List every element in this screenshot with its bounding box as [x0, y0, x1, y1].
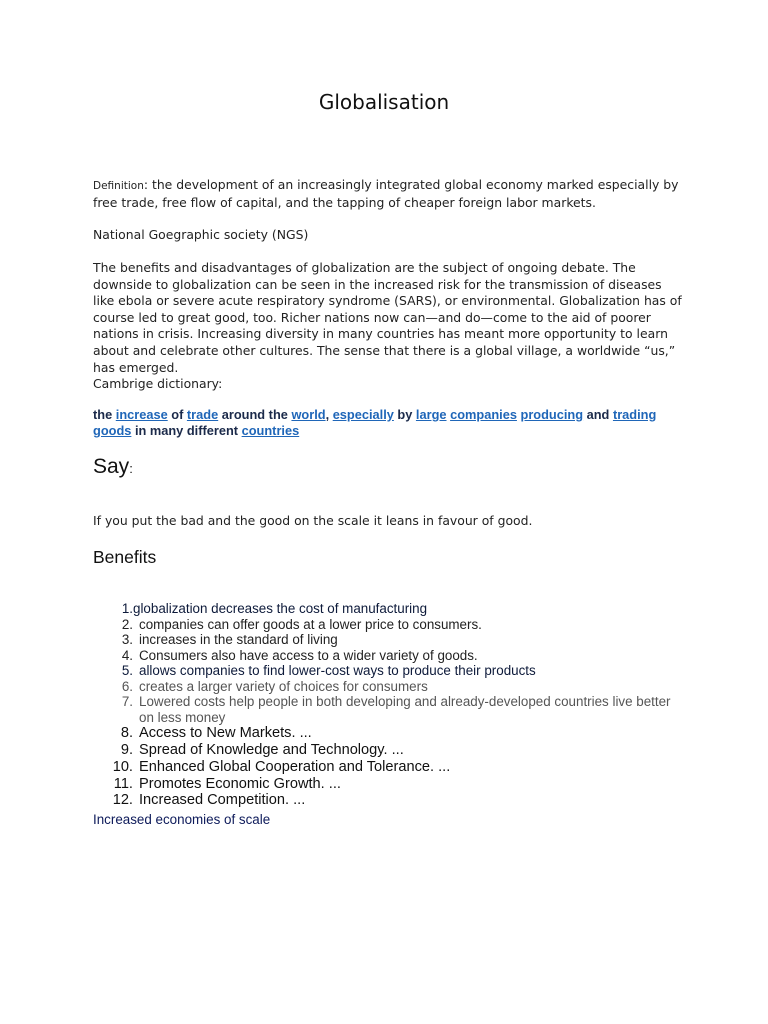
say-heading	[93, 455, 133, 479]
cambridge-text: the	[93, 407, 116, 422]
list-text: Consumers also have access to a wider variety of goods.	[139, 647, 478, 663]
list-item	[93, 617, 693, 633]
list-item	[93, 679, 693, 694]
definition-paragraph	[93, 177, 683, 211]
link-countries[interactable]: countries	[241, 422, 300, 438]
list-number: 1.	[121, 601, 133, 616]
say-paragraph: If you put the bad and the good on the scale it leans in favour of good.	[93, 513, 533, 528]
cambridge-text: and	[583, 407, 613, 422]
cambridge-text: by	[393, 407, 416, 422]
list-text: Access to New Markets. ...	[139, 725, 312, 742]
cambridge-definition	[93, 407, 683, 438]
list-number: 3.	[121, 632, 133, 648]
list-text: Spread of Knowledge and Technology. ...	[139, 741, 404, 758]
say-heading-text: Say	[93, 455, 130, 478]
link-especially[interactable]: especially	[332, 407, 394, 422]
list-text: globalization decreases the cost of manufacturing	[133, 601, 428, 616]
say-colon: :	[129, 461, 133, 476]
list-text: Enhanced Global Cooperation and Tolerance. ...	[139, 758, 451, 775]
list-item	[93, 648, 693, 664]
link-producing[interactable]: producing	[520, 407, 584, 422]
cambridge-text: in many different	[131, 422, 242, 438]
list-number: 11.	[113, 775, 133, 792]
list-item	[93, 742, 693, 759]
cambridge-source: Cambrige dictionary:	[93, 376, 223, 391]
list-number: 10.	[112, 758, 133, 775]
list-text: companies can offer goods at a lower price to consumers.	[139, 616, 482, 632]
definition-label: Definition	[93, 180, 144, 192]
list-item	[93, 694, 693, 725]
ngs-paragraph: The benefits and disadvantages of globalization are the subject of ongoing debate. The downside to globalization can be seen in the increased risk for the transmission of diseases like ebola or severe acute respiratory syndrome (SARS), or environmental. Globalization has of course led to great good, too. Richer nations now can—and do—come to the aid of poorer nations in crisis. Increasing diversity in many countries has meant more opportunity to learn about and celebrate other cultures. The sense that there is a global village, a worldwide “us,” has emerged.	[93, 260, 682, 375]
definition-text: : the development of an increasingly integrated global economy marked especially by free trade, free flow of capital, and the tapping of cheaper foreign labor markets.	[93, 177, 679, 210]
benefits-list	[93, 601, 693, 809]
list-item	[93, 632, 693, 648]
link-goods[interactable]: goods	[93, 422, 132, 438]
cambridge-text: around the	[218, 407, 292, 422]
page-title: Globalisation	[318, 90, 450, 114]
link-companies[interactable]: companies	[450, 407, 517, 422]
list-text: Lowered costs help people in both developing and already-developed countries live better on less money	[139, 694, 671, 725]
ngs-source: National Goegraphic society (NGS)	[93, 227, 309, 242]
link-trading[interactable]: trading	[612, 407, 657, 422]
list-text: increases in the standard of living	[139, 632, 338, 648]
link-increase[interactable]: increase	[115, 407, 168, 422]
list-item	[93, 663, 693, 679]
list-number: 12.	[112, 792, 133, 809]
list-number: 4.	[121, 647, 133, 663]
link-trade[interactable]: trade	[186, 407, 219, 422]
list-number: 7.	[121, 694, 133, 710]
list-number: 2.	[121, 616, 133, 632]
list-item	[93, 792, 693, 809]
list-number: 6.	[121, 678, 133, 694]
list-item	[93, 725, 693, 742]
list-text: Increased Competition. ...	[139, 792, 306, 809]
link-world[interactable]: world	[291, 407, 326, 422]
list-item	[93, 759, 693, 776]
cambridge-text: of	[167, 407, 187, 422]
list-text: Promotes Economic Growth. ...	[139, 775, 341, 792]
cambridge-text: ,	[325, 407, 333, 422]
list-number: 8.	[120, 725, 133, 742]
list-item	[93, 776, 693, 793]
benefits-heading: Benefits	[93, 547, 157, 567]
list-number: 9.	[120, 741, 133, 758]
list-number: 5.	[121, 663, 133, 679]
footer-line: Increased economies of scale	[93, 812, 271, 827]
list-text: creates a larger variety of choices for consumers	[139, 678, 428, 694]
list-text: allows companies to find lower-cost ways to produce their products	[139, 663, 536, 679]
link-large[interactable]: large	[415, 407, 447, 422]
list-item	[93, 601, 693, 617]
